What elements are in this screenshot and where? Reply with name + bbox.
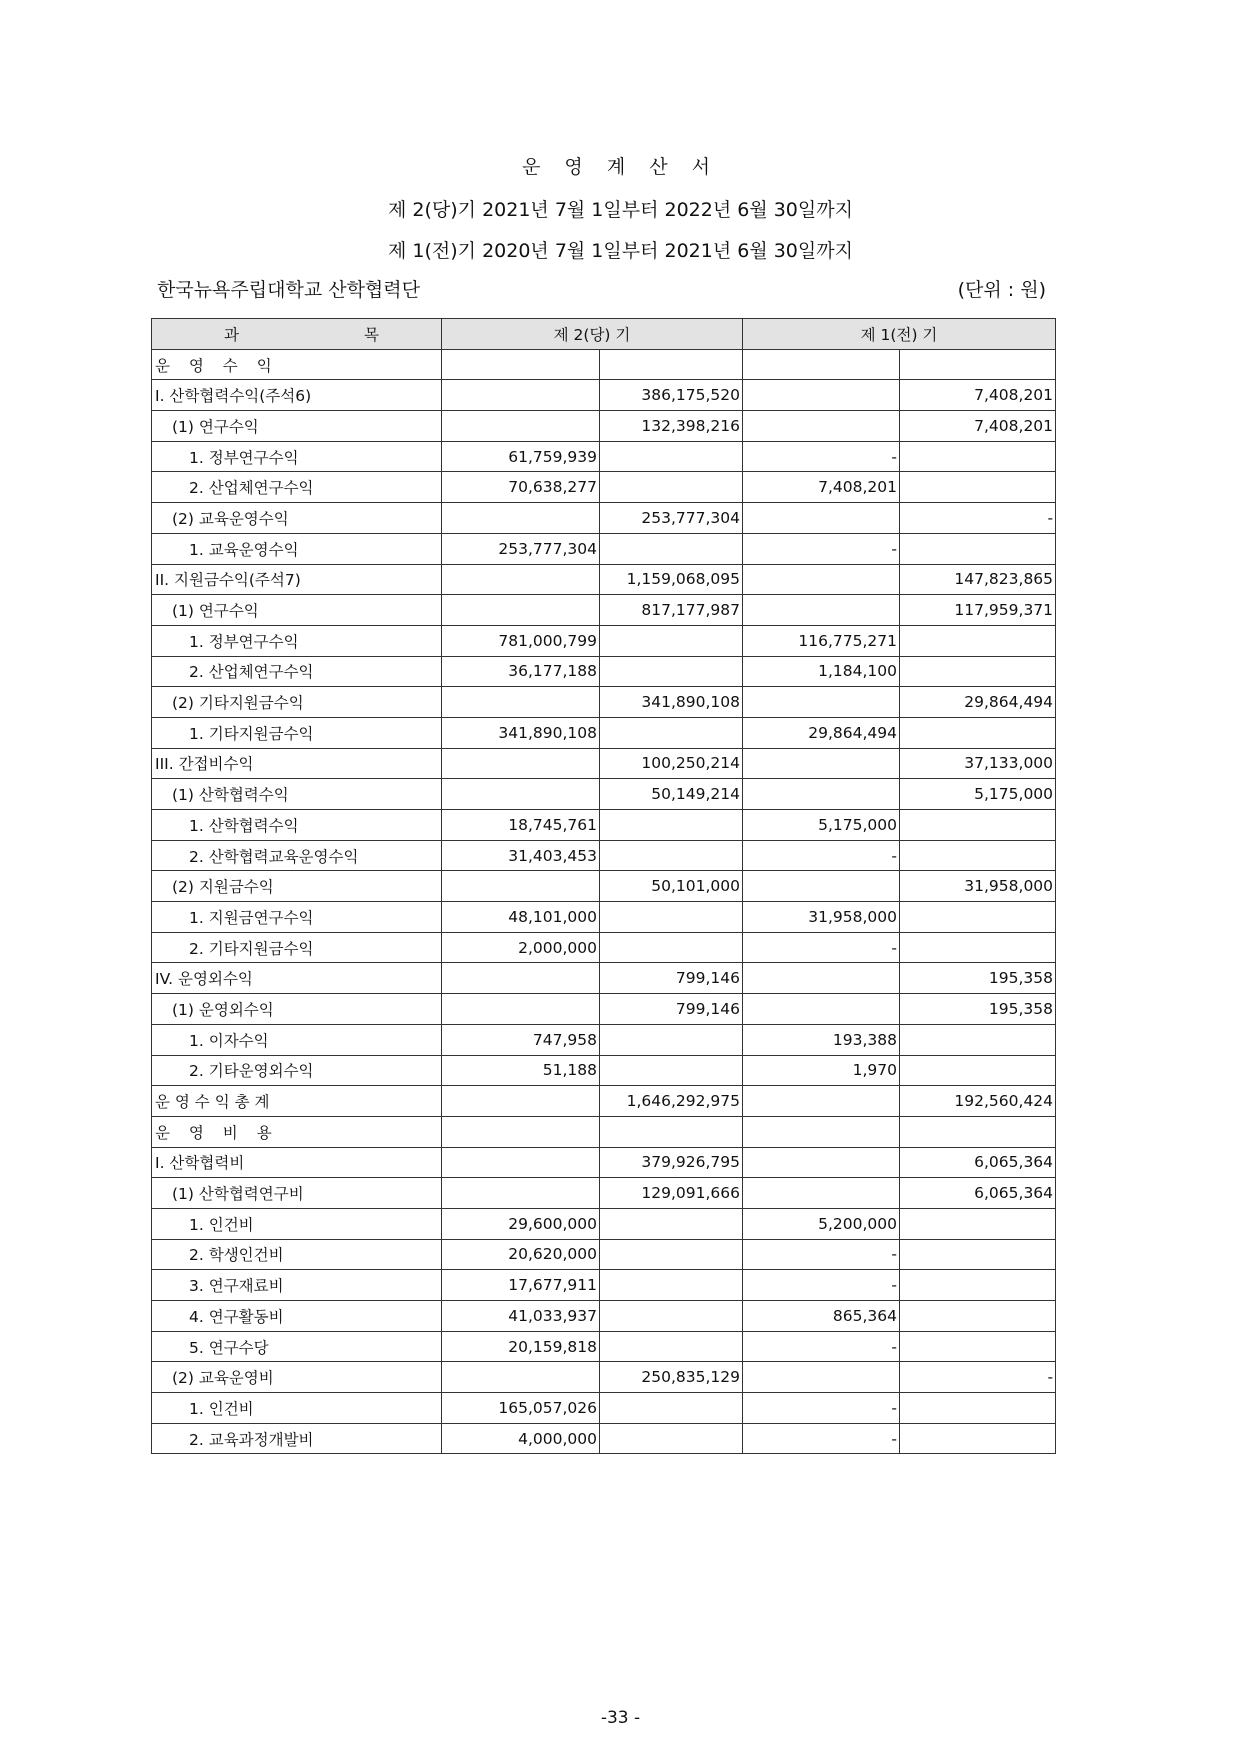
amount-cell-p1 [743, 1178, 900, 1209]
amount-cell-p1: 116,775,271 [743, 625, 900, 656]
amount-cell-p1 [743, 1086, 900, 1117]
amount-cell-p2 [900, 1331, 1056, 1362]
amount-cell-p2: 7,408,201 [900, 411, 1056, 442]
statement-title: 운 영 계 산 서 [522, 156, 719, 178]
amount-cell-c2: 386,175,520 [600, 380, 743, 411]
amount-cell-p2: 6,065,364 [900, 1178, 1056, 1209]
table-row [152, 687, 1056, 718]
amount-cell-c2: 132,398,216 [600, 411, 743, 442]
amount-cell-c2 [600, 1055, 743, 1086]
amount-cell-c1: 20,620,000 [442, 1239, 600, 1270]
amount-cell-c1: 36,177,188 [442, 656, 600, 687]
amount-cell-c1: 70,638,277 [442, 472, 600, 503]
amount-cell-c1 [442, 779, 600, 810]
amount-cell-p1: 7,408,201 [743, 472, 900, 503]
amount-cell-p1: - [743, 533, 900, 564]
amount-cell-c1 [442, 748, 600, 779]
amount-cell-c1 [442, 1178, 600, 1209]
amount-cell-p2: - [900, 1362, 1056, 1393]
amount-cell-c2 [600, 1301, 743, 1332]
row-label: (2) 기타지원금수익 [152, 687, 442, 718]
amount-cell-c1 [442, 871, 600, 902]
amount-cell-p2 [900, 349, 1056, 380]
row-label: 2. 기타운영외수익 [152, 1055, 442, 1086]
amount-cell-p2 [900, 1055, 1056, 1086]
table-row [152, 902, 1056, 933]
amount-cell-c1: 2,000,000 [442, 932, 600, 963]
row-label: 1. 기타지원금수익 [152, 717, 442, 748]
amount-cell-p1 [743, 349, 900, 380]
row-label: IV. 운영외수익 [152, 963, 442, 994]
table-row [152, 871, 1056, 902]
table-row [152, 1239, 1056, 1270]
amount-cell-c1 [442, 1362, 600, 1393]
amount-cell-p2 [900, 625, 1056, 656]
table-row [152, 1116, 1056, 1147]
row-label: 2. 산업체연구수익 [152, 656, 442, 687]
row-label: 운 영 비 용 [152, 1116, 442, 1147]
unit-label: (단위 : 원) [957, 279, 1046, 301]
amount-cell-c2 [600, 810, 743, 841]
table-row [152, 1423, 1056, 1454]
amount-cell-c2 [600, 1423, 743, 1454]
amount-cell-c2 [600, 472, 743, 503]
amount-cell-c2 [600, 1331, 743, 1362]
amount-cell-p1 [743, 1116, 900, 1147]
amount-cell-c2 [600, 441, 743, 472]
row-label: I. 산학협력수익(주석6) [152, 380, 442, 411]
table-row [152, 349, 1056, 380]
amount-cell-c1: 48,101,000 [442, 902, 600, 933]
amount-cell-c1: 341,890,108 [442, 717, 600, 748]
row-label: 1. 정부연구수익 [152, 441, 442, 472]
row-label: 1. 정부연구수익 [152, 625, 442, 656]
amount-cell-p2 [900, 1116, 1056, 1147]
amount-cell-p2 [900, 656, 1056, 687]
amount-cell-c2 [600, 1239, 743, 1270]
row-label: III. 간접비수익 [152, 748, 442, 779]
table-row [152, 1086, 1056, 1117]
amount-cell-c1: 781,000,799 [442, 625, 600, 656]
amount-cell-c2: 129,091,666 [600, 1178, 743, 1209]
amount-cell-p2 [900, 1239, 1056, 1270]
amount-cell-c1 [442, 380, 600, 411]
amount-cell-c1: 31,403,453 [442, 840, 600, 871]
amount-cell-c1: 253,777,304 [442, 533, 600, 564]
table-row [152, 963, 1056, 994]
amount-cell-p2: 147,823,865 [900, 564, 1056, 595]
amount-cell-c2 [600, 902, 743, 933]
amount-cell-c1: 41,033,937 [442, 1301, 600, 1332]
table-header-row [152, 319, 1056, 350]
amount-cell-p1 [743, 564, 900, 595]
amount-cell-c2: 341,890,108 [600, 687, 743, 718]
amount-cell-p2: 29,864,494 [900, 687, 1056, 718]
amount-cell-p2: - [900, 503, 1056, 534]
amount-cell-c1: 18,745,761 [442, 810, 600, 841]
amount-cell-c2 [600, 533, 743, 564]
amount-cell-p2 [900, 1393, 1056, 1424]
row-label: 5. 연구수당 [152, 1331, 442, 1362]
amount-cell-p1 [743, 748, 900, 779]
amount-cell-p2 [900, 902, 1056, 933]
amount-cell-c2: 1,159,068,095 [600, 564, 743, 595]
table-row [152, 1024, 1056, 1055]
amount-cell-c1 [442, 687, 600, 718]
amount-cell-p1: 5,200,000 [743, 1208, 900, 1239]
row-label: II. 지원금수익(주석7) [152, 564, 442, 595]
amount-cell-c1 [442, 411, 600, 442]
row-label: 1. 산학협력수익 [152, 810, 442, 841]
amount-cell-c1: 20,159,818 [442, 1331, 600, 1362]
amount-cell-c1 [442, 1086, 600, 1117]
amount-cell-p2 [900, 533, 1056, 564]
amount-cell-c2: 799,146 [600, 963, 743, 994]
amount-cell-p1 [743, 779, 900, 810]
amount-cell-p2: 195,358 [900, 994, 1056, 1025]
amount-cell-p1 [743, 687, 900, 718]
table-row [152, 380, 1056, 411]
amount-cell-c2: 50,101,000 [600, 871, 743, 902]
amount-cell-p1: - [743, 1270, 900, 1301]
table-row [152, 1301, 1056, 1332]
header-subject-left: 과 [224, 325, 239, 344]
table-row [152, 564, 1056, 595]
period-current: 제 2(당)기 2021년 7월 1일부터 2022년 6월 30일까지 [388, 199, 853, 221]
amount-cell-p1: - [743, 441, 900, 472]
table-row [152, 994, 1056, 1025]
amount-cell-p1: 865,364 [743, 1301, 900, 1332]
row-label: 2. 산학협력교육운영수익 [152, 840, 442, 871]
amount-cell-c1: 61,759,939 [442, 441, 600, 472]
amount-cell-c2: 817,177,987 [600, 595, 743, 626]
amount-cell-p1 [743, 963, 900, 994]
row-label: (2) 지원금수익 [152, 871, 442, 902]
amount-cell-c2: 1,646,292,975 [600, 1086, 743, 1117]
row-label: 2. 학생인건비 [152, 1239, 442, 1270]
table-row [152, 810, 1056, 841]
amount-cell-p2: 37,133,000 [900, 748, 1056, 779]
row-label: (2) 교육운영수익 [152, 503, 442, 534]
amount-cell-p2: 7,408,201 [900, 380, 1056, 411]
amount-cell-p2 [900, 717, 1056, 748]
row-label: 2. 기타지원금수익 [152, 932, 442, 963]
header-prior-period: 제 1(전) 기 [743, 319, 1056, 350]
amount-cell-c2: 799,146 [600, 994, 743, 1025]
table-row [152, 1208, 1056, 1239]
amount-cell-c1: 51,188 [442, 1055, 600, 1086]
amount-cell-c1 [442, 1116, 600, 1147]
amount-cell-c2 [600, 1024, 743, 1055]
table-row [152, 656, 1056, 687]
amount-cell-p2 [900, 1423, 1056, 1454]
amount-cell-c2 [600, 1393, 743, 1424]
amount-cell-p1: 193,388 [743, 1024, 900, 1055]
table-row [152, 717, 1056, 748]
amount-cell-c1 [442, 503, 600, 534]
amount-cell-p1 [743, 380, 900, 411]
row-label: 운 영 수 익 총 계 [152, 1086, 442, 1117]
amount-cell-p1: 5,175,000 [743, 810, 900, 841]
amount-cell-c2: 100,250,214 [600, 748, 743, 779]
amount-cell-p2: 192,560,424 [900, 1086, 1056, 1117]
amount-cell-p1: 29,864,494 [743, 717, 900, 748]
amount-cell-p2 [900, 810, 1056, 841]
amount-cell-p2: 6,065,364 [900, 1147, 1056, 1178]
amount-cell-p2 [900, 1301, 1056, 1332]
amount-cell-c2 [600, 717, 743, 748]
row-label: (1) 산학협력수익 [152, 779, 442, 810]
table-row [152, 779, 1056, 810]
amount-cell-p2: 5,175,000 [900, 779, 1056, 810]
table-row [152, 1270, 1056, 1301]
row-label: (1) 운영외수익 [152, 994, 442, 1025]
row-label: (1) 연구수익 [152, 595, 442, 626]
amount-cell-p1: 1,970 [743, 1055, 900, 1086]
amount-cell-c1 [442, 564, 600, 595]
amount-cell-c2: 50,149,214 [600, 779, 743, 810]
amount-cell-p1: - [743, 1331, 900, 1362]
header-subject [152, 319, 442, 350]
row-label: (1) 산학협력연구비 [152, 1178, 442, 1209]
amount-cell-c2 [600, 1116, 743, 1147]
amount-cell-p1 [743, 1362, 900, 1393]
table-row [152, 1362, 1056, 1393]
organization-name: 한국뉴욕주립대학교 산학협력단 [157, 279, 420, 301]
amount-cell-p2: 117,959,371 [900, 595, 1056, 626]
row-label: 1. 이자수익 [152, 1024, 442, 1055]
amount-cell-c1 [442, 994, 600, 1025]
operating-statement-table [151, 318, 1056, 1454]
amount-cell-c1 [442, 963, 600, 994]
amount-cell-c1 [442, 349, 600, 380]
amount-cell-p2 [900, 840, 1056, 871]
row-label: 1. 인건비 [152, 1393, 442, 1424]
table-row [152, 625, 1056, 656]
amount-cell-p1: - [743, 1239, 900, 1270]
row-label: 1. 지원금연구수익 [152, 902, 442, 933]
amount-cell-c1 [442, 1147, 600, 1178]
table-row [152, 748, 1056, 779]
amount-cell-c2 [600, 840, 743, 871]
amount-cell-p2 [900, 1208, 1056, 1239]
row-label: 1. 인건비 [152, 1208, 442, 1239]
amount-cell-c2: 253,777,304 [600, 503, 743, 534]
amount-cell-p1: 1,184,100 [743, 656, 900, 687]
amount-cell-p2: 195,358 [900, 963, 1056, 994]
table-row [152, 1147, 1056, 1178]
table-row [152, 840, 1056, 871]
amount-cell-p1 [743, 1147, 900, 1178]
table-row [152, 472, 1056, 503]
amount-cell-p2 [900, 472, 1056, 503]
amount-cell-c2 [600, 1208, 743, 1239]
period-prior: 제 1(전)기 2020년 7월 1일부터 2021년 6월 30일까지 [388, 240, 853, 262]
amount-cell-c1: 17,677,911 [442, 1270, 600, 1301]
row-label: (1) 연구수익 [152, 411, 442, 442]
amount-cell-c1: 165,057,026 [442, 1393, 600, 1424]
amount-cell-c1: 4,000,000 [442, 1423, 600, 1454]
amount-cell-p1 [743, 411, 900, 442]
amount-cell-p2 [900, 1270, 1056, 1301]
amount-cell-c1: 29,600,000 [442, 1208, 600, 1239]
table-row [152, 441, 1056, 472]
table-row [152, 503, 1056, 534]
amount-cell-p1 [743, 871, 900, 902]
row-label: 운 영 수 익 [152, 349, 442, 380]
amount-cell-p1: - [743, 1393, 900, 1424]
table-row [152, 1393, 1056, 1424]
table-row [152, 595, 1056, 626]
table-row [152, 1178, 1056, 1209]
amount-cell-c2 [600, 625, 743, 656]
amount-cell-c2: 250,835,129 [600, 1362, 743, 1393]
amount-cell-p2 [900, 441, 1056, 472]
table-row [152, 1055, 1056, 1086]
row-label: I. 산학협력비 [152, 1147, 442, 1178]
table-row [152, 533, 1056, 564]
amount-cell-c1 [442, 595, 600, 626]
table-row [152, 1331, 1056, 1362]
row-label: 2. 산업체연구수익 [152, 472, 442, 503]
amount-cell-p1 [743, 503, 900, 534]
page-number: -33 - [600, 1708, 641, 1728]
amount-cell-c2 [600, 656, 743, 687]
amount-cell-c2 [600, 349, 743, 380]
header-subject-right: 목 [364, 325, 379, 344]
amount-cell-p1: 31,958,000 [743, 902, 900, 933]
amount-cell-p2: 31,958,000 [900, 871, 1056, 902]
row-label: 1. 교육운영수익 [152, 533, 442, 564]
amount-cell-p1: - [743, 932, 900, 963]
row-label: (2) 교육운영비 [152, 1362, 442, 1393]
header-current-period: 제 2(당) 기 [442, 319, 743, 350]
table-row [152, 411, 1056, 442]
amount-cell-c1: 747,958 [442, 1024, 600, 1055]
amount-cell-p2 [900, 1024, 1056, 1055]
amount-cell-p1 [743, 595, 900, 626]
amount-cell-p1 [743, 994, 900, 1025]
amount-cell-p1: - [743, 840, 900, 871]
amount-cell-c2 [600, 1270, 743, 1301]
amount-cell-p1: - [743, 1423, 900, 1454]
row-label: 3. 연구재료비 [152, 1270, 442, 1301]
amount-cell-c2: 379,926,795 [600, 1147, 743, 1178]
table-row [152, 932, 1056, 963]
row-label: 2. 교육과정개발비 [152, 1423, 442, 1454]
amount-cell-p2 [900, 932, 1056, 963]
row-label: 4. 연구활동비 [152, 1301, 442, 1332]
amount-cell-c2 [600, 932, 743, 963]
